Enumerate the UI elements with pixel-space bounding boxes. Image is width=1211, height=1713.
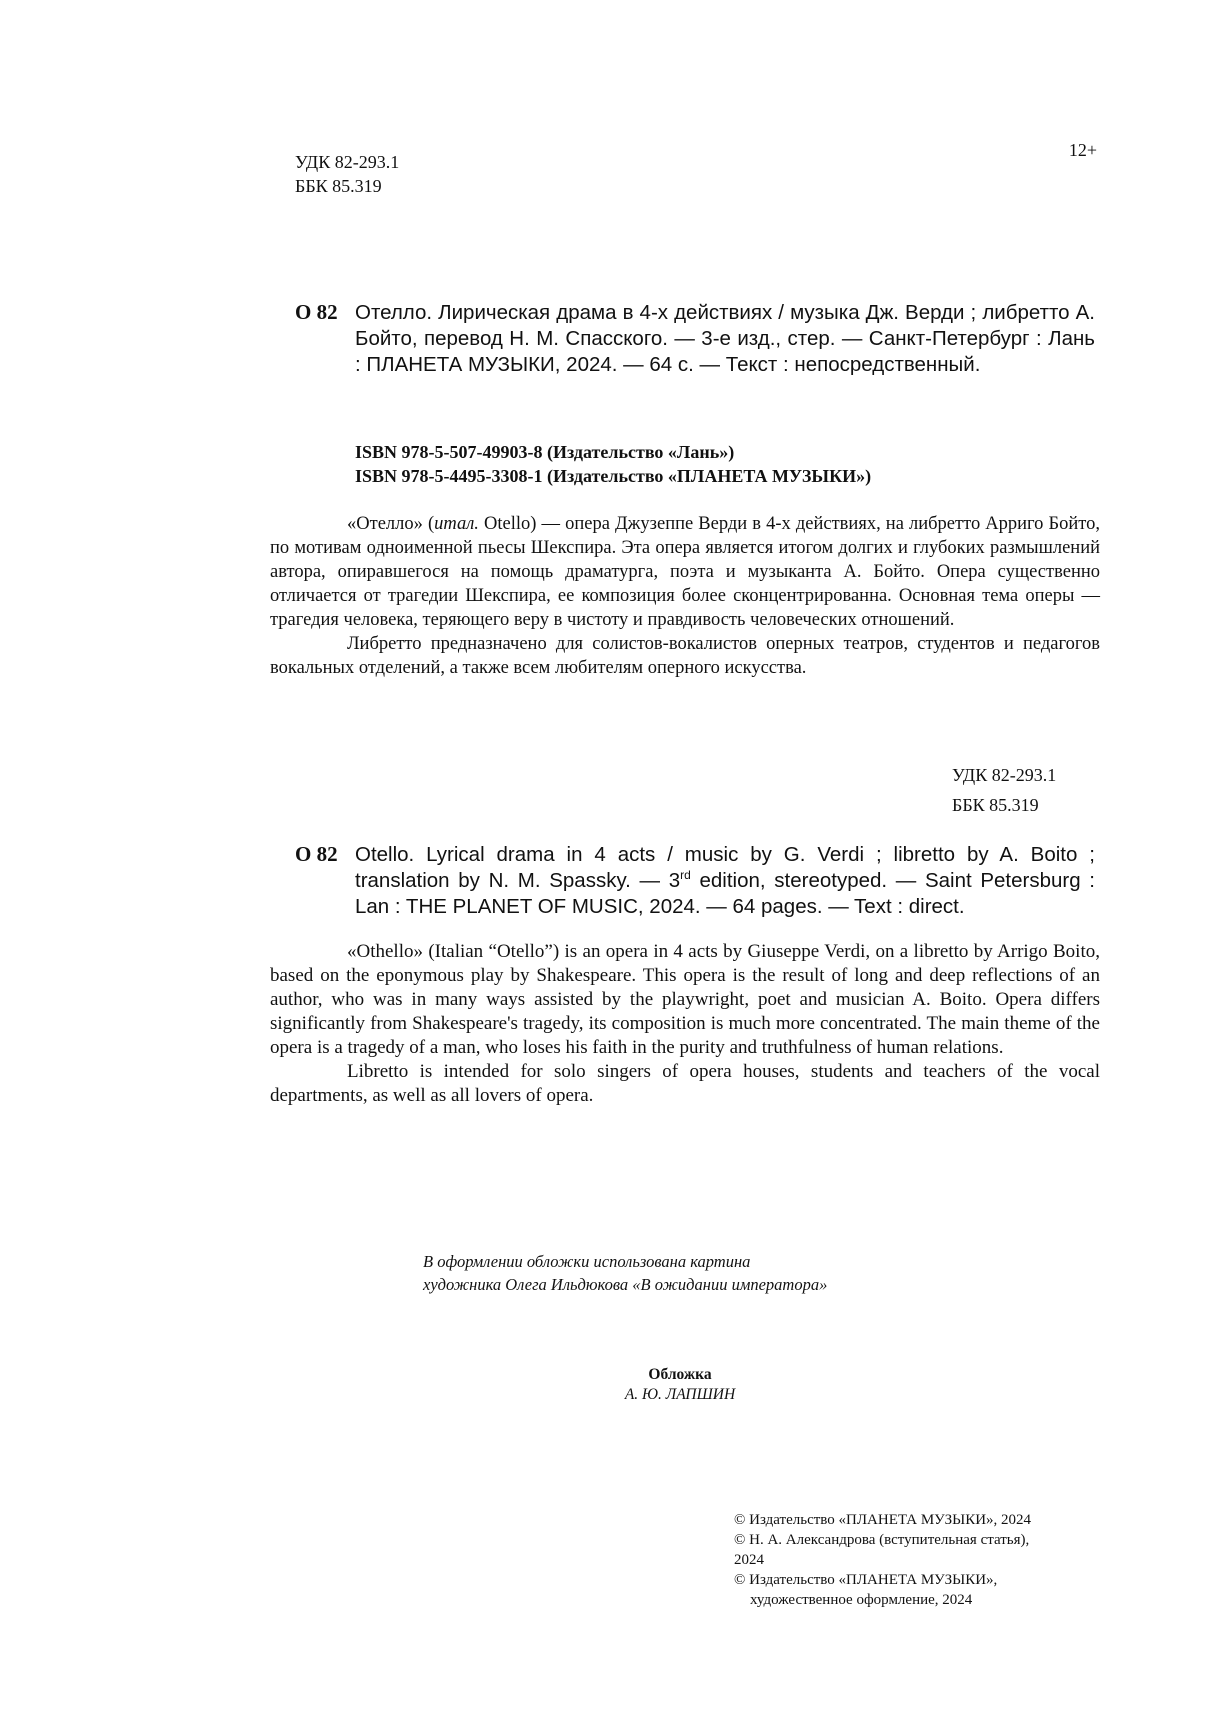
bibliographic-entry-ru	[295, 300, 1095, 378]
cover-credit	[530, 1365, 830, 1405]
annotation-ru	[270, 512, 1100, 680]
entry-text: Otello. Lyrical drama in 4 acts / music by G. Verdi ; libretto by A. Boito ; translation by N. M. Spassky. — 3rd edition, stereotyped. — Saint Petersburg : Lan : THE PLANET OF MUSIC, 2024. — 64 pages. — Text : direct.	[355, 843, 1096, 918]
isbn-lan: ISBN 978-5-507-49903-8 (Издательство «Лань»)	[355, 442, 735, 462]
copyright-block	[734, 1510, 1104, 1610]
cover-note: В оформлении обложки использована картина художника Олега Ильдюкова «В ожидании императора»	[423, 1252, 828, 1294]
isbn-block	[355, 440, 871, 488]
author-mark: О 82	[295, 300, 338, 324]
bbk-code: ББК 85.319	[952, 795, 1039, 815]
bibliographic-entry-en	[295, 842, 1095, 920]
isbn-planeta: ISBN 978-5-4495-3308-1 (Издательство «ПЛАНЕТА МУЗЫКИ»)	[355, 466, 872, 486]
copyright-line: © Издательство «ПЛАНЕТА МУЗЫКИ»,	[734, 1572, 998, 1588]
author-mark: О 82	[295, 842, 338, 866]
udk-code: УДК 82-293.1	[295, 152, 400, 172]
classification-block-en	[952, 760, 1056, 820]
annotation-paragraph: Libretto is intended for solo singers of opera houses, students and teachers of the vocal departments, as well as all lovers of opera.	[270, 1061, 1100, 1106]
copyright-line: © Издательство «ПЛАНЕТА МУЗЫКИ», 2024	[734, 1512, 1032, 1528]
copyright-line: 2024	[734, 1552, 764, 1568]
entry-text: Отелло. Лирическая драма в 4-х действиях / музыка Дж. Верди ; либретто А. Бойто, перевод Н. М. Спасского. — 3-е изд., стер. — Санкт-Петербург : Лань : ПЛАНЕТА МУЗЫКИ, 2024. — 64 с. — Текст : непосредственный.	[355, 301, 1095, 376]
copyright-line: © Н. А. Александрова (вступительная статья),	[734, 1532, 1030, 1548]
bbk-code: ББК 85.319	[295, 176, 382, 196]
cover-label: Обложка	[648, 1366, 712, 1383]
annotation-paragraph: «Othello» (Italian “Otello”) is an opera in 4 acts by Giuseppe Verdi, on a libretto by Arrigo Boito, based on the eponymous play by Shakespeare. This opera is the result of long and deep reflections of an author, who was in many ways assisted by the playwright, poet and musician A. Boito. Opera differs significantly from Shakespeare's tragedy, its composition is much more concentrated. The main theme of the opera is a tragedy of a man, who loses his faith in the purity and truthfulness of human relations.	[270, 941, 1100, 1058]
copyright-line: художественное оформление, 2024	[750, 1592, 973, 1608]
annotation-paragraph: «Отелло» (итал. Otello) — опера Джузеппе Верди в 4-х действиях, на либретто Арриго Бойто, по мотивам одноименной пьесы Шекспира. Эта опера является итогом долгих и глубоких размышлений автора, опиравшегося на помощь драматурга, поэта и музыканта А. Бойто. Опера существенно отличается от трагедии Шекспира, ее композиция более сконцентрированна. Основная тема оперы — трагедия человека, теряющего веру в чистоту и правдивость человеческих отношений.	[270, 514, 1101, 630]
annotation-paragraph: Либретто предназначено для солистов-вокалистов оперных театров, студентов и педагогов вокальных отделений, а также всем любителям оперного искусства.	[270, 634, 1100, 678]
udk-code: УДК 82-293.1	[952, 765, 1057, 785]
age-rating: 12+	[1068, 140, 1097, 160]
cover-designer: А. Ю. ЛАПШИН	[624, 1386, 736, 1403]
classification-block-top	[295, 150, 399, 198]
annotation-en	[270, 940, 1100, 1108]
